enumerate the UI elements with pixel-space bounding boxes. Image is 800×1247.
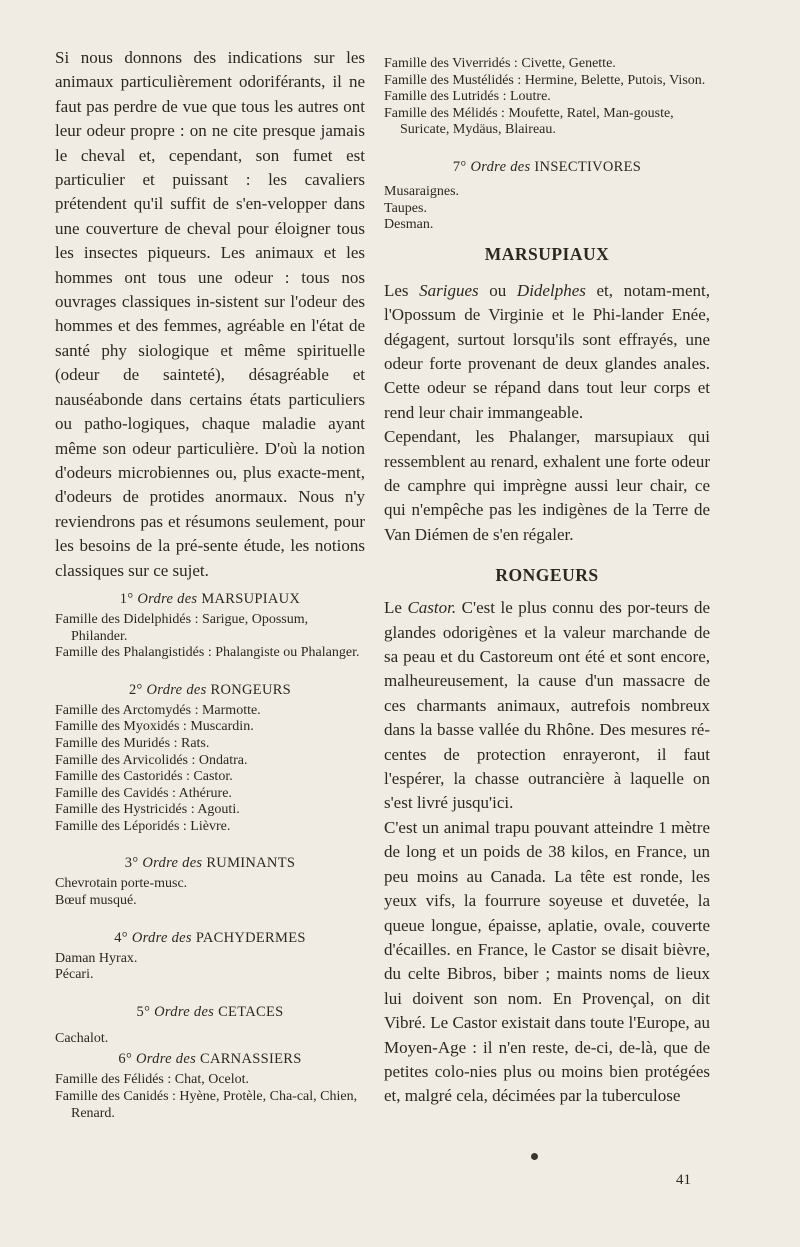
order-name: CETACES [218, 1003, 284, 1020]
text-run: Les [384, 280, 420, 300]
text-run: ou [478, 280, 517, 300]
list-item: Famille des Léporidés : Lièvre. [55, 818, 231, 834]
order-list [55, 612, 365, 662]
text-run-italic: Sarigues [419, 280, 479, 300]
order-name: PACHYDERMES [195, 929, 306, 946]
right-column [384, 0, 710, 1109]
rongeurs-paragraph [384, 596, 710, 816]
text-run-italic: Didelphes [516, 280, 586, 300]
order-name: MARSUPIAUX [201, 590, 301, 607]
order-word: Ordre des [136, 1051, 197, 1068]
order-name: RUMINANTS [206, 855, 296, 872]
marsupiaux-paragraph [384, 279, 710, 425]
list-item: Famille des Mélidés : Moufette, Ratel, Man-gouste, Suricate, Mydäus, Blaireau. [384, 105, 674, 138]
order-name: CARNASSIERS [199, 1051, 302, 1068]
order-heading [55, 855, 365, 872]
list-item: Famille des Canidés : Hyène, Protèle, Cha-cal, Chien, Renard. [55, 1089, 358, 1121]
list-item: Daman Hyrax. [55, 950, 138, 966]
order-heading [55, 591, 365, 608]
list-item: Famille des Castoridés : Castor. [55, 769, 233, 785]
list-item: Musaraignes. [384, 183, 460, 199]
list-item: Famille des Félidés : Chat, Ocelot. [55, 1072, 250, 1088]
list-item: Famille des Phalangistidés : Phalangiste ou Phalanger. [55, 645, 360, 661]
order-name: RONGEURS [210, 681, 292, 698]
order-word: Ordre des [137, 590, 198, 607]
text-run-italic: Castor. [407, 598, 457, 618]
text-run: et, notam-ment, l'Opossum de Virginie et le Phi-lander Enée, dégagent, surtout lorsqu'ils sont effrayés, une odeur forte provenant de deux glandes anales. Cette odeur se répand dans tout leur corps et rend leur chair immangeable. [384, 280, 711, 422]
order-word: Ordre des [470, 158, 531, 175]
order-number: 3° [124, 855, 139, 872]
list-item: Famille des Arvicolidés : Ondatra. [55, 752, 248, 768]
section-title-marsupiaux: MARSUPIAUX [484, 243, 610, 264]
order-number: 4° [114, 929, 128, 946]
left-column [55, 0, 365, 1122]
list-item: Famille des Mustélidés : Hermine, Belette, Putois, Vison. [384, 72, 706, 88]
order-heading [384, 159, 710, 176]
list-item: Famille des Muridés : Rats. [55, 735, 210, 751]
list-item: Famille des Hystricidés : Agouti. [55, 802, 240, 818]
list-item: Famille des Arctomydés : Marmotte. [55, 702, 261, 718]
list-item: Bœuf musqué. [55, 893, 137, 909]
list-item: Taupes. [384, 200, 427, 216]
order-word: Ordre des [146, 681, 207, 698]
order-heading [55, 1004, 365, 1021]
order-name: INSECTIVORES [534, 158, 642, 175]
order-number: 5° [136, 1003, 151, 1020]
order-list [55, 1072, 365, 1122]
ornament-dot [531, 1153, 538, 1160]
text-run: Le [384, 598, 408, 618]
intro-paragraph: Si nous donnons des indications sur les animaux particulièrement odoriférants, il ne faut pas perdre de vue que tous les autres ont leur odeur propre : on ne cite presque jamais le cheval et, cependant, son fumet est particulier et puissant : les cavaliers prétendent qu'il suffit de s'en-velopper dans une couverture de cheval pour éloigner tous les insectes piqueurs. Les animaux et les hommes ont tous une odeur : tous nos ouvrages classiques in-sistent sur l'odeur des hommes et des femmes, agréable en l'état de santé phy siologique et même spirituelle (odeur de sainteté), désagréable et nauséabonde dans certains états particuliers ou patho-logiques, chaque maladie ayant même son odeur particulière. D'où la notion d'odeurs microbiennes ou, plus exacte-ment, d'odeurs de protides anormaux. Nous n'y reviendrons pas et résumons seulement, pour les besoins de la pré-sente étude, les notions classiques sur ce sujet. [55, 48, 365, 580]
page-number: 41 [676, 1172, 691, 1188]
order-heading [55, 682, 365, 699]
list-item: Chevrotain porte-musc. [55, 876, 188, 892]
order-word: Ordre des [154, 1003, 215, 1020]
order-heading [55, 930, 365, 947]
order-list [55, 703, 365, 836]
list-item: Pécari. [55, 967, 94, 983]
list-item: Desman. [384, 217, 434, 233]
order-number: 1° [119, 590, 134, 607]
marsupiaux-paragraph: Cependant, les Phalanger, marsupiaux qui ressemblent au renard, exhalent une forte odeur de camphre qui imprègne aussi leur chair, ce qui n'empêche pas les indigènes de la Terre de Van Diémen de s'en régaler. [384, 427, 710, 544]
order-number: 7° [452, 158, 467, 175]
list-item: Famille des Myoxidés : Muscardin. [55, 719, 254, 735]
rongeurs-paragraph: C'est un animal trapu pouvant atteindre 1 mètre de long et un poids de 38 kilos, en France, un peu moins au Canada. La tête est ronde, les yeux vifs, la fourrure soyeuse et duvetée, la queue longue, épaisse, aplatie, ovale, couverte d'écailles. en France, le Castor se disait bièvre, du celte Bibros, biber ; maints noms de lieux lui doivent son nom. En Provençal, on dit Vibré. Le Castor existait dans toute l'Europe, au Moyen-Age : il n'en reste, de-ci, de-là, que de petites colo-nies plus ou moins bien protégées et, malgré cela, décimées par la tuberculose [384, 817, 710, 1106]
order-heading [55, 1051, 365, 1068]
list-item: Cachalot. [55, 1030, 109, 1046]
list-item: Famille des Cavidés : Athérure. [55, 785, 232, 801]
list-item: Famille des Didelphidés : Sarigue, Opossum, Philander. [55, 611, 309, 644]
section-title-rongeurs: RONGEURS [495, 565, 599, 586]
list-item: Famille des Lutridés : Loutre. [384, 89, 551, 105]
order-number: 2° [128, 681, 143, 698]
order-word: Ordre des [142, 855, 203, 872]
order-list [55, 951, 365, 984]
order-number: 6° [118, 1051, 133, 1068]
order-word: Ordre des [131, 929, 192, 946]
carnassiers-continued-list [384, 56, 710, 139]
order-list [55, 876, 365, 909]
text-run: C'est le plus connu des por-teurs de glandes odorigènes et la valeur marchande de sa peau et du Castoreum ont été et sont encore, malheureusement, la cause d'un massacre de ces charmants animaux, autrefois nombreux dans la basse vallée du Rhône. Des mesures ré-centes de protection enrayeront, il faut l'espérer, la chasse outrancière à laquelle on s'est livré jusqu'ici. [384, 598, 710, 813]
list-item: Famille des Viverridés : Civette, Genette. [384, 56, 616, 71]
order-list [384, 184, 710, 234]
order-list [55, 1031, 365, 1048]
